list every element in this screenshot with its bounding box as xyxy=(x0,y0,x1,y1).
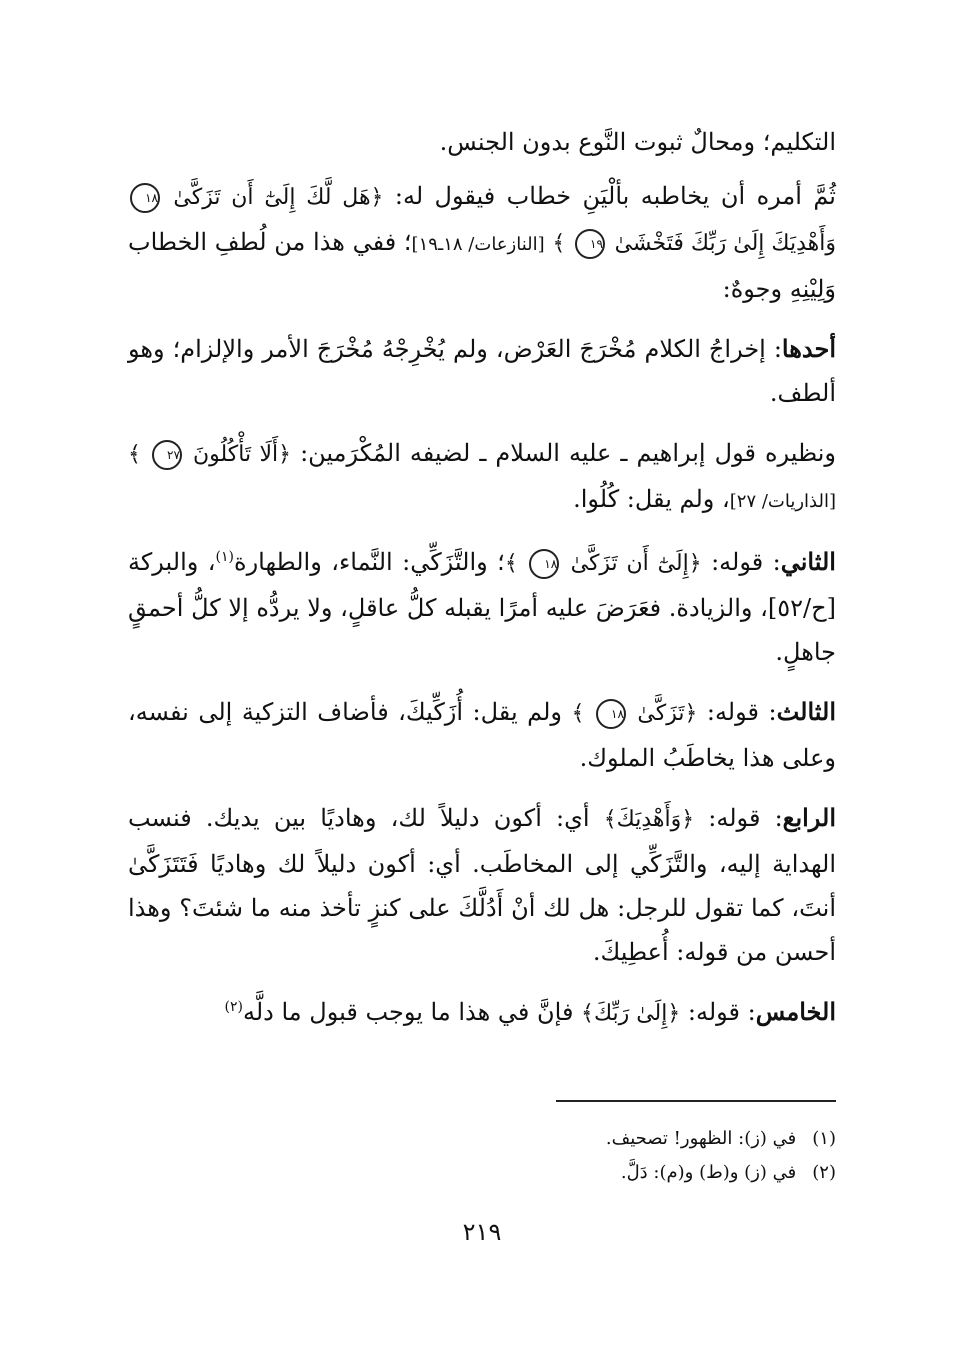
paragraph-second-point xyxy=(128,540,836,674)
quran-verse: ﴿إِلَىٰٓ أَن تَزَكَّىٰ xyxy=(570,551,702,576)
verse-number-marker: ٢٧ xyxy=(152,440,182,470)
footnote-item xyxy=(128,1122,836,1156)
quran-bracket: ﴾ xyxy=(504,551,518,576)
footnote-divider xyxy=(556,1100,836,1102)
paragraph-text: : إخراجُ الكلام مُخْرَجَ العَرْض، ولم يُخْرِجْهُ مُخْرَجَ الأمر والإلزام؛ وهو ألطف. xyxy=(128,335,836,407)
paragraph-third-point xyxy=(128,690,836,780)
point-heading: الرابع xyxy=(782,803,837,832)
page-body xyxy=(128,120,836,1052)
paragraph-text: ، ولم يقل: كُلُوا. xyxy=(573,485,730,513)
paragraph-text: : قوله: xyxy=(701,548,781,576)
quran-bracket: ﴾ xyxy=(128,442,141,467)
paragraph-text: : قوله: xyxy=(697,698,777,726)
paragraph-text: ؛ ففي هذا من لُطفِ الخطاب وَلِيْنِهِ وجوهٌ: xyxy=(128,228,836,303)
paragraph-text: أي: أكون دليلاً لك، وهاديًا بين يديك. فنسب الهداية إليه، والتَّزَكِّي إلى المخاطَب. أي: أكون دليلاً لك وهاديًا فَتَتَزَكَّىٰ أنتَ، كما تقول للرجل: هل لك أنْ أَدُلَّكَ على كنزٍ تأخذ منه ما شئتَ؟ وهذا أحسن من قوله: أُعطِيكَ. xyxy=(128,804,836,966)
page-number: ٢١٩ xyxy=(462,1218,502,1246)
quran-bracket: ﴾ xyxy=(552,231,566,256)
paragraph-text: ونظيره قول إبراهيم ـ عليه السلام ـ لضيفه المُكْرَمين: xyxy=(291,439,836,467)
paragraph-text: ثُمَّ أمره أن يخاطبه بألْيَنِ خطاب فيقول له: xyxy=(383,182,836,210)
paragraph-first-point xyxy=(128,327,836,415)
footnote-number: (٢) xyxy=(812,1162,836,1183)
footnote-reference[interactable]: (١) xyxy=(215,549,235,565)
paragraph-command xyxy=(128,174,836,311)
verse-number-marker: ١٨ xyxy=(596,699,626,729)
point-heading: الخامس xyxy=(755,997,836,1026)
point-heading: الثالث xyxy=(776,697,836,726)
quran-verse: ﴿إِلَىٰ رَبِّكَ﴾ xyxy=(581,1001,681,1026)
verse-number-marker: ١٩ xyxy=(575,229,605,259)
quran-verse: ﴿تَزَكَّىٰ xyxy=(637,701,698,726)
paragraph-text: فإنَّ في هذا ما يوجب قبول ما دلَّه xyxy=(242,998,582,1026)
quran-verse: ﴿أَلَا تَأْكُلُونَ xyxy=(192,442,292,467)
quran-verse: ﴿وَأَهْدِيَكَ﴾ xyxy=(603,807,695,832)
verse-number-marker: ١٨ xyxy=(130,183,160,213)
paragraph-text: ولم يقل: أُزَكِّيكَ، فأضاف التزكية إلى نفسه، وعلى هذا يخاطَبُ الملوك. xyxy=(128,698,836,772)
footnotes xyxy=(128,1122,836,1190)
verse-number-marker: ١٨ xyxy=(529,549,559,579)
paragraph-intro xyxy=(128,120,836,164)
paragraph-text: ؛ والتَّزَكِّي: النَّماء، والطهارة xyxy=(234,548,505,576)
paragraph-text: ، والبركة [ح/٥٢]، والزيادة. فعَرَضَ عليه أمرًا يقبله كلُّ عاقلٍ، ولا يردُّه إلا كلُّ أحمقٍ جاهلٍ. xyxy=(128,548,836,666)
paragraph-text: التكليم؛ ومحالٌ ثبوت النَّوع بدون الجنس. xyxy=(439,128,836,156)
footnote-number: (١) xyxy=(812,1128,836,1149)
footnote-item xyxy=(128,1156,836,1190)
paragraph-text: : قوله: xyxy=(694,804,783,832)
paragraph-fifth-point xyxy=(128,990,836,1036)
verse-reference: [الذاريات/ ٢٧] xyxy=(729,491,836,512)
quran-verse: ﴿هَل لَّكَ إِلَىٰٓ أَن تَزَكَّىٰ xyxy=(173,185,384,210)
point-heading: الثاني xyxy=(780,547,836,576)
quran-bracket: ﴾ xyxy=(571,701,585,726)
paragraph-ibrahim xyxy=(128,431,836,524)
paragraph-fourth-point xyxy=(128,796,836,974)
footnote-text: في (ز) و(ط) و(م): دَلَّ. xyxy=(620,1162,797,1183)
footnote-reference[interactable]: (٢) xyxy=(224,999,243,1015)
quran-verse: وَأَهْدِيَكَ إِلَىٰ رَبِّكَ فَتَخْشَىٰ xyxy=(614,231,836,256)
footnote-text: في (ز): الظهور! تصحيف. xyxy=(605,1128,797,1149)
point-heading: أحدها xyxy=(781,334,836,363)
verse-reference: [النازعات/ ١٨ـ١٩] xyxy=(411,234,545,255)
paragraph-text: : قوله: xyxy=(680,998,756,1026)
